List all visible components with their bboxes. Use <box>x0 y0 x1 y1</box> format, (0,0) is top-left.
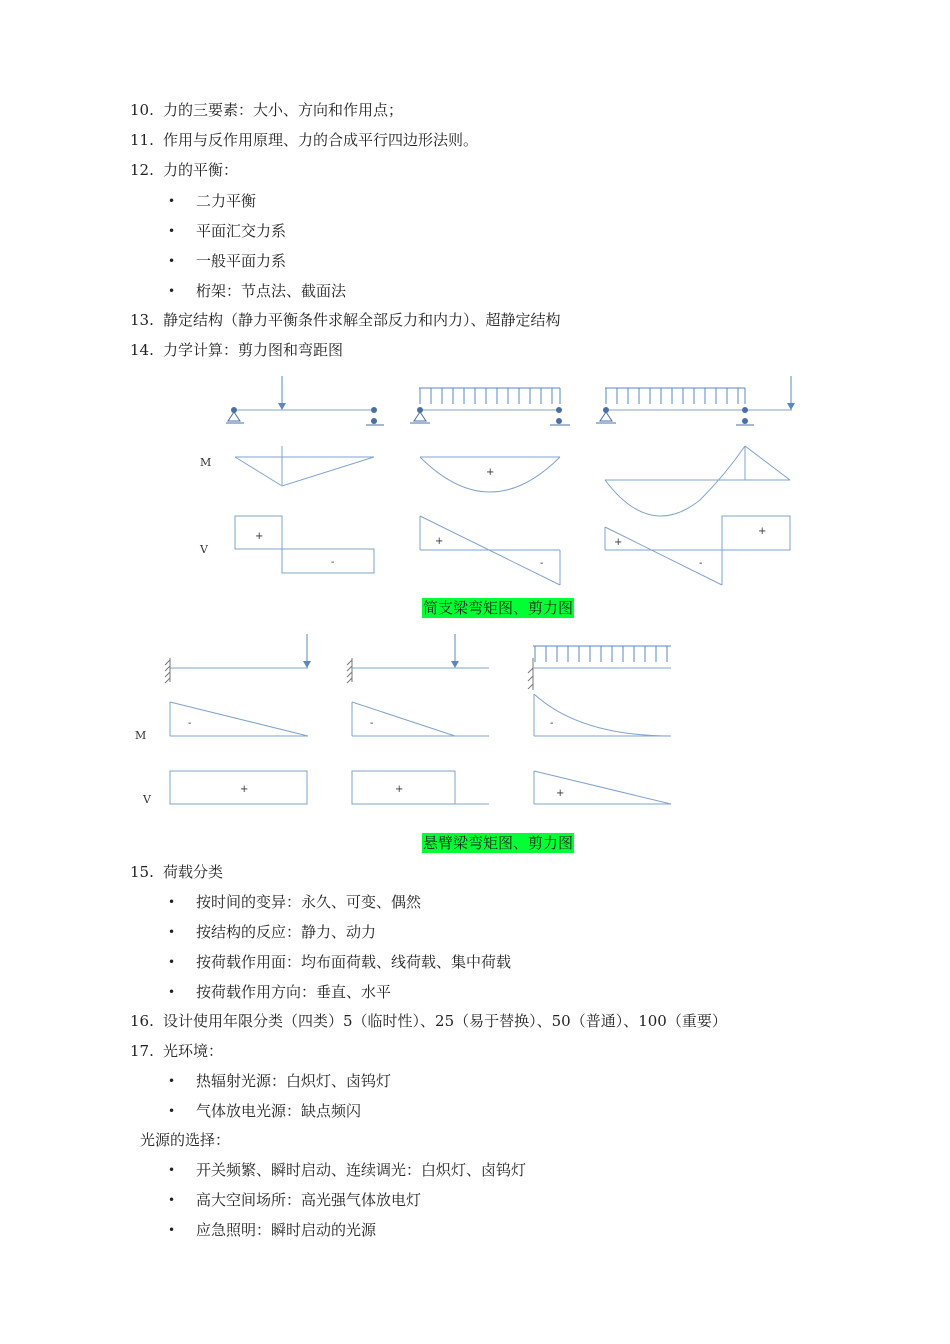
plus-sign: + <box>758 526 767 537</box>
plus-sign: + <box>435 536 444 547</box>
caption-simple-beam: 简支梁弯矩图、剪力图 <box>423 599 574 617</box>
minus-sign: - <box>331 557 335 568</box>
plus-sign: + <box>240 784 249 795</box>
minus-sign: - <box>370 718 374 729</box>
m-label: M <box>135 729 147 742</box>
plus-sign: + <box>486 467 495 478</box>
udl-arrows-2 <box>420 388 560 404</box>
v-label: V <box>200 543 208 556</box>
plus-sign: + <box>395 784 404 795</box>
plus-sign: + <box>614 537 623 548</box>
minus-sign: - <box>540 558 544 569</box>
minus-sign: - <box>550 718 554 729</box>
cantilever-diagram <box>0 628 950 828</box>
m-label: M <box>200 456 212 469</box>
plus-sign: + <box>556 788 565 799</box>
caption-cantilever: 悬臂梁弯矩图、剪力图 <box>423 834 574 852</box>
simple-beam-diagram <box>0 365 950 595</box>
udl-arrows-3 <box>606 388 745 404</box>
v-label: V <box>143 793 151 806</box>
udl-arrows-c3 <box>535 646 667 662</box>
minus-sign: - <box>188 718 192 729</box>
plus-sign: + <box>255 531 264 542</box>
minus-sign: - <box>699 558 703 569</box>
